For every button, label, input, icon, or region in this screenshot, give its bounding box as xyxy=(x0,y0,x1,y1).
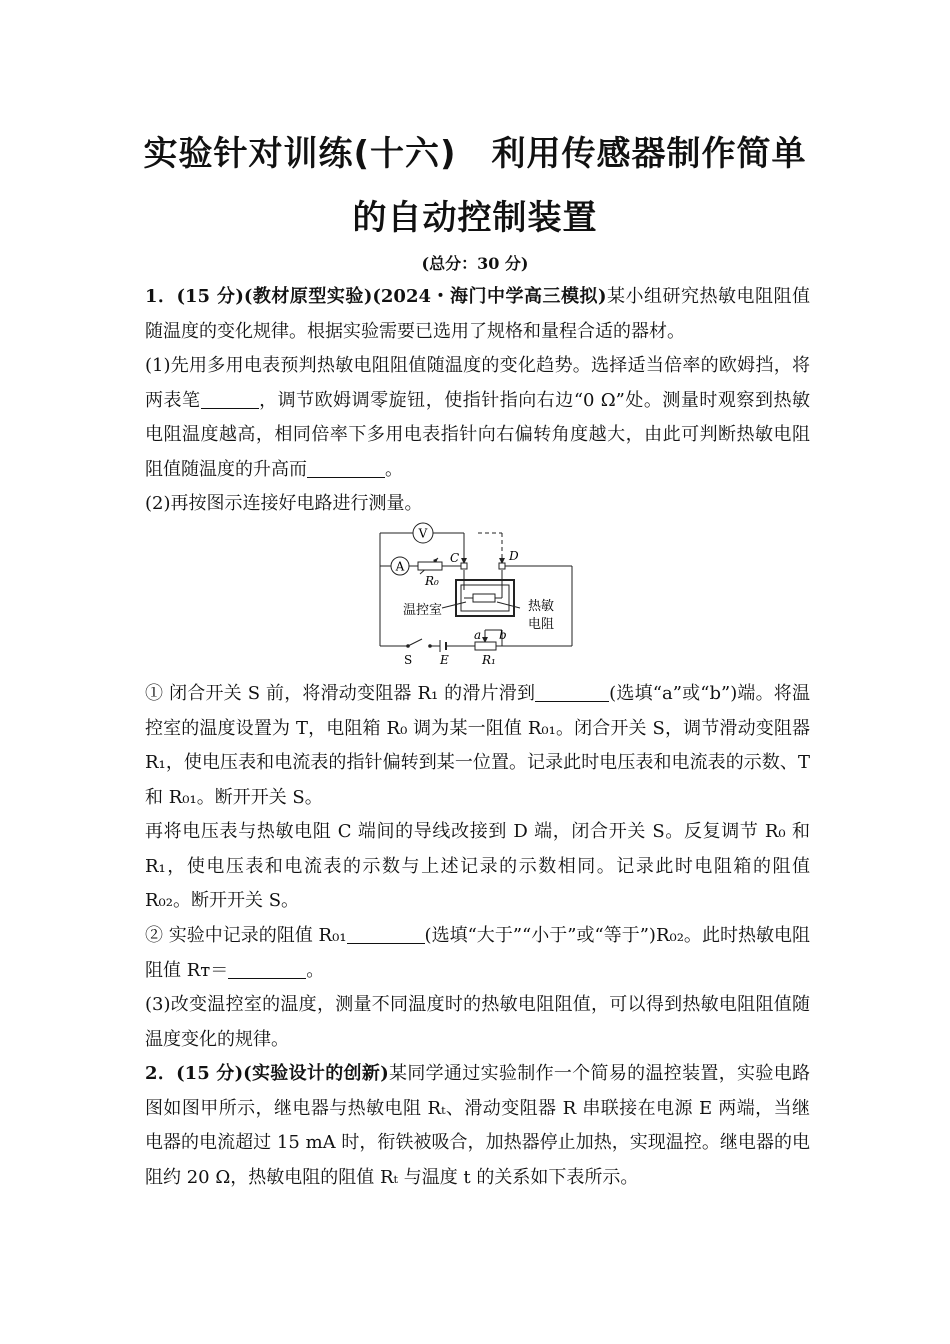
page-title-line-1: 实验针对训练(十六) 利用传感器制作简单 xyxy=(143,134,807,174)
q2-header: 2．(15 分)(实验设计的创新) xyxy=(145,1063,389,1084)
q1-step2 xyxy=(145,919,810,988)
total-score: (总分：30 分) xyxy=(421,254,529,273)
q1-step1 xyxy=(145,677,810,815)
thermistor-label-1: 热敏 xyxy=(528,599,555,614)
c-label: C xyxy=(450,551,460,565)
voltmeter-label: V xyxy=(418,526,428,541)
q1-part1-text-c: 。 xyxy=(385,458,403,480)
q1-part1 xyxy=(145,349,810,487)
d-label: D xyxy=(509,549,519,563)
thermistor-label-2: 电阻 xyxy=(528,617,555,632)
q2-intro xyxy=(145,1057,810,1195)
r1-label: R₁ xyxy=(482,653,496,667)
q1-step1-continued: 再将电压表与热敏电阻 C 端间的导线改接到 D 端，闭合开关 S。反复调节 R₀ 和 R₁，使电压表和电流表的示数与上述记录的示数相同。记录此时电阻箱的阻值 R₀₂。断开开关 S。 xyxy=(145,821,810,911)
r0-label: R₀ xyxy=(425,574,439,588)
q1-step2-text-c: 。 xyxy=(306,959,325,981)
blank-1[interactable] xyxy=(201,388,259,409)
q1-part3: (3)改变温控室的温度，测量不同温度时的热敏电阻阻值，可以得到热敏电阻阻值随温度变化的规律。 xyxy=(145,994,810,1050)
page-title-line-2: 的自动控制装置 xyxy=(352,198,598,238)
circuit-diagram xyxy=(370,518,585,668)
q1-step1-text-b: (选填“a”或“b”)端。将温控室的温度设置为 T，电阻箱 R₀ 调为某一阻值 R₀₁。闭合开关 S，调节滑动变阻器 R₁，使电压表和电流表的指针偏转到某一位置。记录此时电压表和电流表的示数、T 和 R₀₁。断开开关 S。 xyxy=(145,683,810,808)
blank-4[interactable] xyxy=(347,923,425,944)
q2-intro-text: 某同学通过实验制作一个简易的温控装置，实验电路图如图甲所示，继电器与热敏电阻 Rₜ、滑动变阻器 R 串联接在电源 E 两端，当继电器的电流超过 15 mA 时，衔铁被吸合，加热器停止加热，实现温控。继电器的电阻约 20 Ω，热敏电阻的阻值 Rₜ 与温度 t 的关系如下表所示。 xyxy=(145,1063,811,1188)
blank-2[interactable] xyxy=(307,457,385,478)
q1-part2: (2)再按图示连接好电路进行测量。 xyxy=(145,493,423,514)
blank-5[interactable] xyxy=(228,958,306,979)
q1-step2-text-a: ② 实验中记录的阻值 R₀₁ xyxy=(145,925,347,946)
q1-intro xyxy=(145,280,810,349)
q1-step1-text-a: ① 闭合开关 S 前，将滑动变阻器 R₁ 的滑片滑到 xyxy=(145,683,536,704)
q1-header: 1．(15 分)(教材原型实验)(2024・海门中学高三模拟) xyxy=(145,286,607,307)
q1-intro-text: 某小组研究热敏电阻阻值随温度的变化规律。根据实验需要已选用了规格和量程合适的器材。 xyxy=(145,286,810,342)
q1-part1-text-a: (1)先用多用电表预判热敏电阻阻值随温度的变化趋势。选择适当倍率的欧姆挡，将两表笔 xyxy=(145,355,810,411)
b-label: b xyxy=(499,628,507,642)
a-label: a xyxy=(474,628,482,642)
q1-step2-text-b: (选填“大于”“小于”或“等于”)R₀₂。此时热敏电阻阻值 Rᴛ＝ xyxy=(145,925,810,981)
blank-3[interactable] xyxy=(535,681,609,702)
ammeter-label: A xyxy=(395,559,405,574)
chamber-label: 温控室 xyxy=(403,603,443,618)
switch-label: S xyxy=(404,653,413,667)
q1-part1-text-b: ，调节欧姆调零旋钮，使指针指向右边“0 Ω”处。测量时观察到热敏电阻温度越高，相同倍率下多用电表指针向右偏转角度越大，由此可判断热敏电阻阻值随温度的升高而 xyxy=(145,389,810,480)
battery-label: E xyxy=(440,653,449,667)
